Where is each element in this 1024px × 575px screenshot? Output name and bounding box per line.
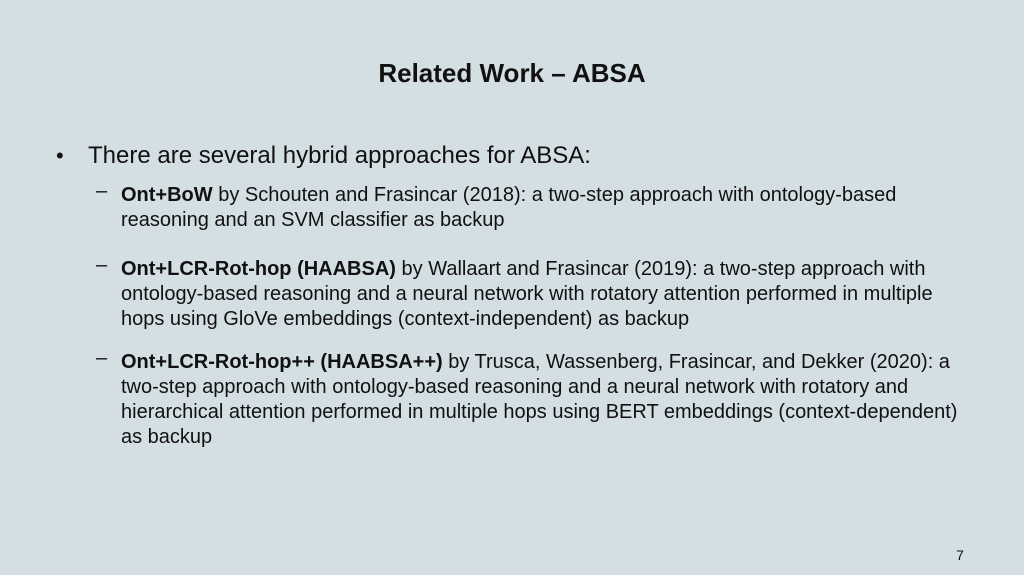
sub-bullet-description: by Wallaart and Frasincar (2019): a two-step approach with ontology-based reasoning and a neural network with rotatory attention performed in multiple hops using GloVe embeddings (context-independent) as backup <box>121 258 933 330</box>
slide-title: Related Work – ABSA <box>378 58 646 88</box>
sub-bullet-description: by Schouten and Frasincar (2018): a two-step approach with ontology-based reasoning and an SVM classifier as backup <box>121 184 897 231</box>
sub-bullet-marker: – <box>96 254 108 276</box>
sub-bullet-bold: Ont+LCR-Rot-hop++ (HAABSA++) <box>121 351 443 373</box>
sub-bullet-text <box>121 183 961 233</box>
page-number: 7 <box>956 547 964 563</box>
bullet-marker: • <box>56 143 64 168</box>
sub-bullet-marker: – <box>96 347 108 369</box>
sub-bullet-text <box>121 350 961 450</box>
sub-bullet-marker: – <box>96 180 108 202</box>
sub-bullet-description: by Trusca, Wassenberg, Frasincar, and Dekker (2020): a two-step approach with ontology-based reasoning and a neural network with rotatory and hierarchical attention performed in multiple hops using BERT embeddings (context-dependent) as backup <box>121 351 958 448</box>
sub-bullet-bold: Ont+LCR-Rot-hop (HAABSA) <box>121 258 396 280</box>
sub-bullet-bold: Ont+BoW <box>121 184 213 206</box>
bullet-text: There are several hybrid approaches for ABSA: <box>88 142 591 169</box>
sub-bullet-text <box>121 257 961 332</box>
